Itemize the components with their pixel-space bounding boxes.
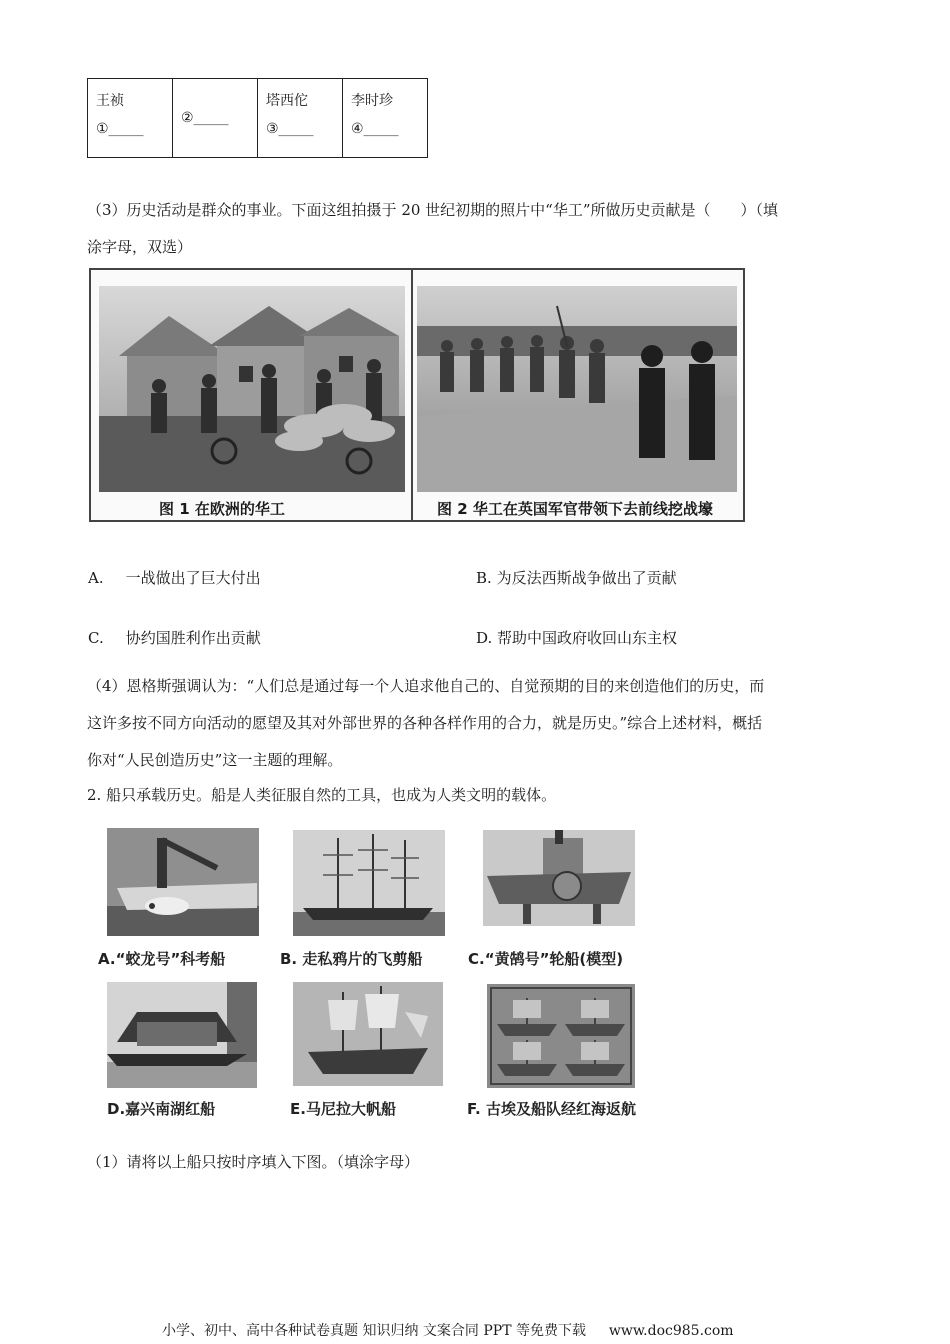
ship-caption-f: F. 古埃及船队经红海返航 (467, 1100, 636, 1118)
photo-chinese-workers-europe (99, 286, 405, 492)
table-cell (88, 79, 173, 158)
option-letter: D. (476, 629, 493, 647)
ship-image-d (107, 982, 257, 1088)
q4-line2: 这许多按不同方向活动的愿望及其对外部世界的各种各样作用的合力，就是历史。”综合上述材料，概括 (87, 714, 763, 732)
option-letter: C. (88, 629, 104, 647)
fig2-caption: 图 2 华工在英国军官带领下去前线挖战壕 (437, 500, 713, 518)
cell-blank[interactable]: ④_____ (351, 121, 399, 137)
names-table (87, 78, 428, 158)
footer (162, 1320, 734, 1340)
ship-caption-e: E.马尼拉大帆船 (290, 1100, 396, 1118)
q3-stem-line2: 涂字母，双选） (87, 238, 193, 256)
option-letter: B. (476, 569, 492, 587)
option-letter: A. (88, 569, 104, 587)
cell-name: 李时珍 (351, 93, 393, 109)
footer-url[interactable]: www.doc985.com (608, 1323, 734, 1339)
q3-stem-line1: （3）历史活动是群众的事业。下面这组拍摄于 20 世纪初期的照片中“华工”所做历史贡献是（ ）（填 (87, 201, 779, 219)
fig1-caption: 图 1 在欧洲的华工 (159, 500, 285, 518)
cell-blank[interactable]: ①_____ (96, 121, 144, 137)
option-c[interactable] (88, 628, 261, 648)
option-text: 协约国胜利作出贡献 (125, 629, 261, 647)
cell-name: 王祯 (96, 93, 124, 109)
cell-blank[interactable]: ③_____ (266, 121, 314, 137)
ship-image-f (487, 984, 635, 1088)
table-cell (343, 79, 428, 158)
option-text: 一战做出了巨大付出 (125, 569, 261, 587)
q3-photo-panel (89, 268, 745, 522)
ship-image-e (293, 982, 443, 1086)
q2-sub1: （1）请将以上船只按时序填入下图。（填涂字母） (87, 1153, 420, 1171)
photo-chinese-workers-trenches (417, 286, 737, 492)
ship-caption-a: A.“蛟龙号”科考船 (98, 950, 226, 968)
ship-caption-c: C.“黄鹄号”轮船(模型) (468, 950, 624, 968)
option-a[interactable] (88, 568, 261, 588)
ship-caption-b: B. 走私鸦片的飞剪船 (280, 950, 423, 968)
cell-blank[interactable]: ②_____ (181, 110, 229, 126)
ship-caption-d: D.嘉兴南湖红船 (107, 1100, 216, 1118)
ship-image-c (483, 830, 635, 926)
table-cell (173, 79, 258, 158)
option-d[interactable] (476, 628, 677, 648)
panel-divider (411, 270, 413, 520)
cell-name: 塔西佗 (266, 93, 308, 109)
ship-image-b (293, 830, 445, 936)
footer-text: 小学、初中、高中各种试卷真题 知识归纳 文案合同 PPT 等免费下载 (162, 1323, 586, 1339)
option-text: 为反法西斯战争做出了贡献 (496, 569, 677, 587)
option-text: 帮助中国政府收回山东主权 (497, 629, 678, 647)
q4-line3: 你对“人民创造历史”这一主题的理解。 (87, 751, 343, 769)
table-cell (258, 79, 343, 158)
q2-title: 2. 船只承载历史。船是人类征服自然的工具，也成为人类文明的载体。 (87, 786, 557, 804)
q4-line1: （4）恩格斯强调认为：“人们总是通过每一个人追求他自己的、自觉预期的目的来创造他们的历史，而 (87, 677, 765, 695)
option-b[interactable] (476, 568, 677, 588)
ship-image-a (107, 828, 259, 936)
